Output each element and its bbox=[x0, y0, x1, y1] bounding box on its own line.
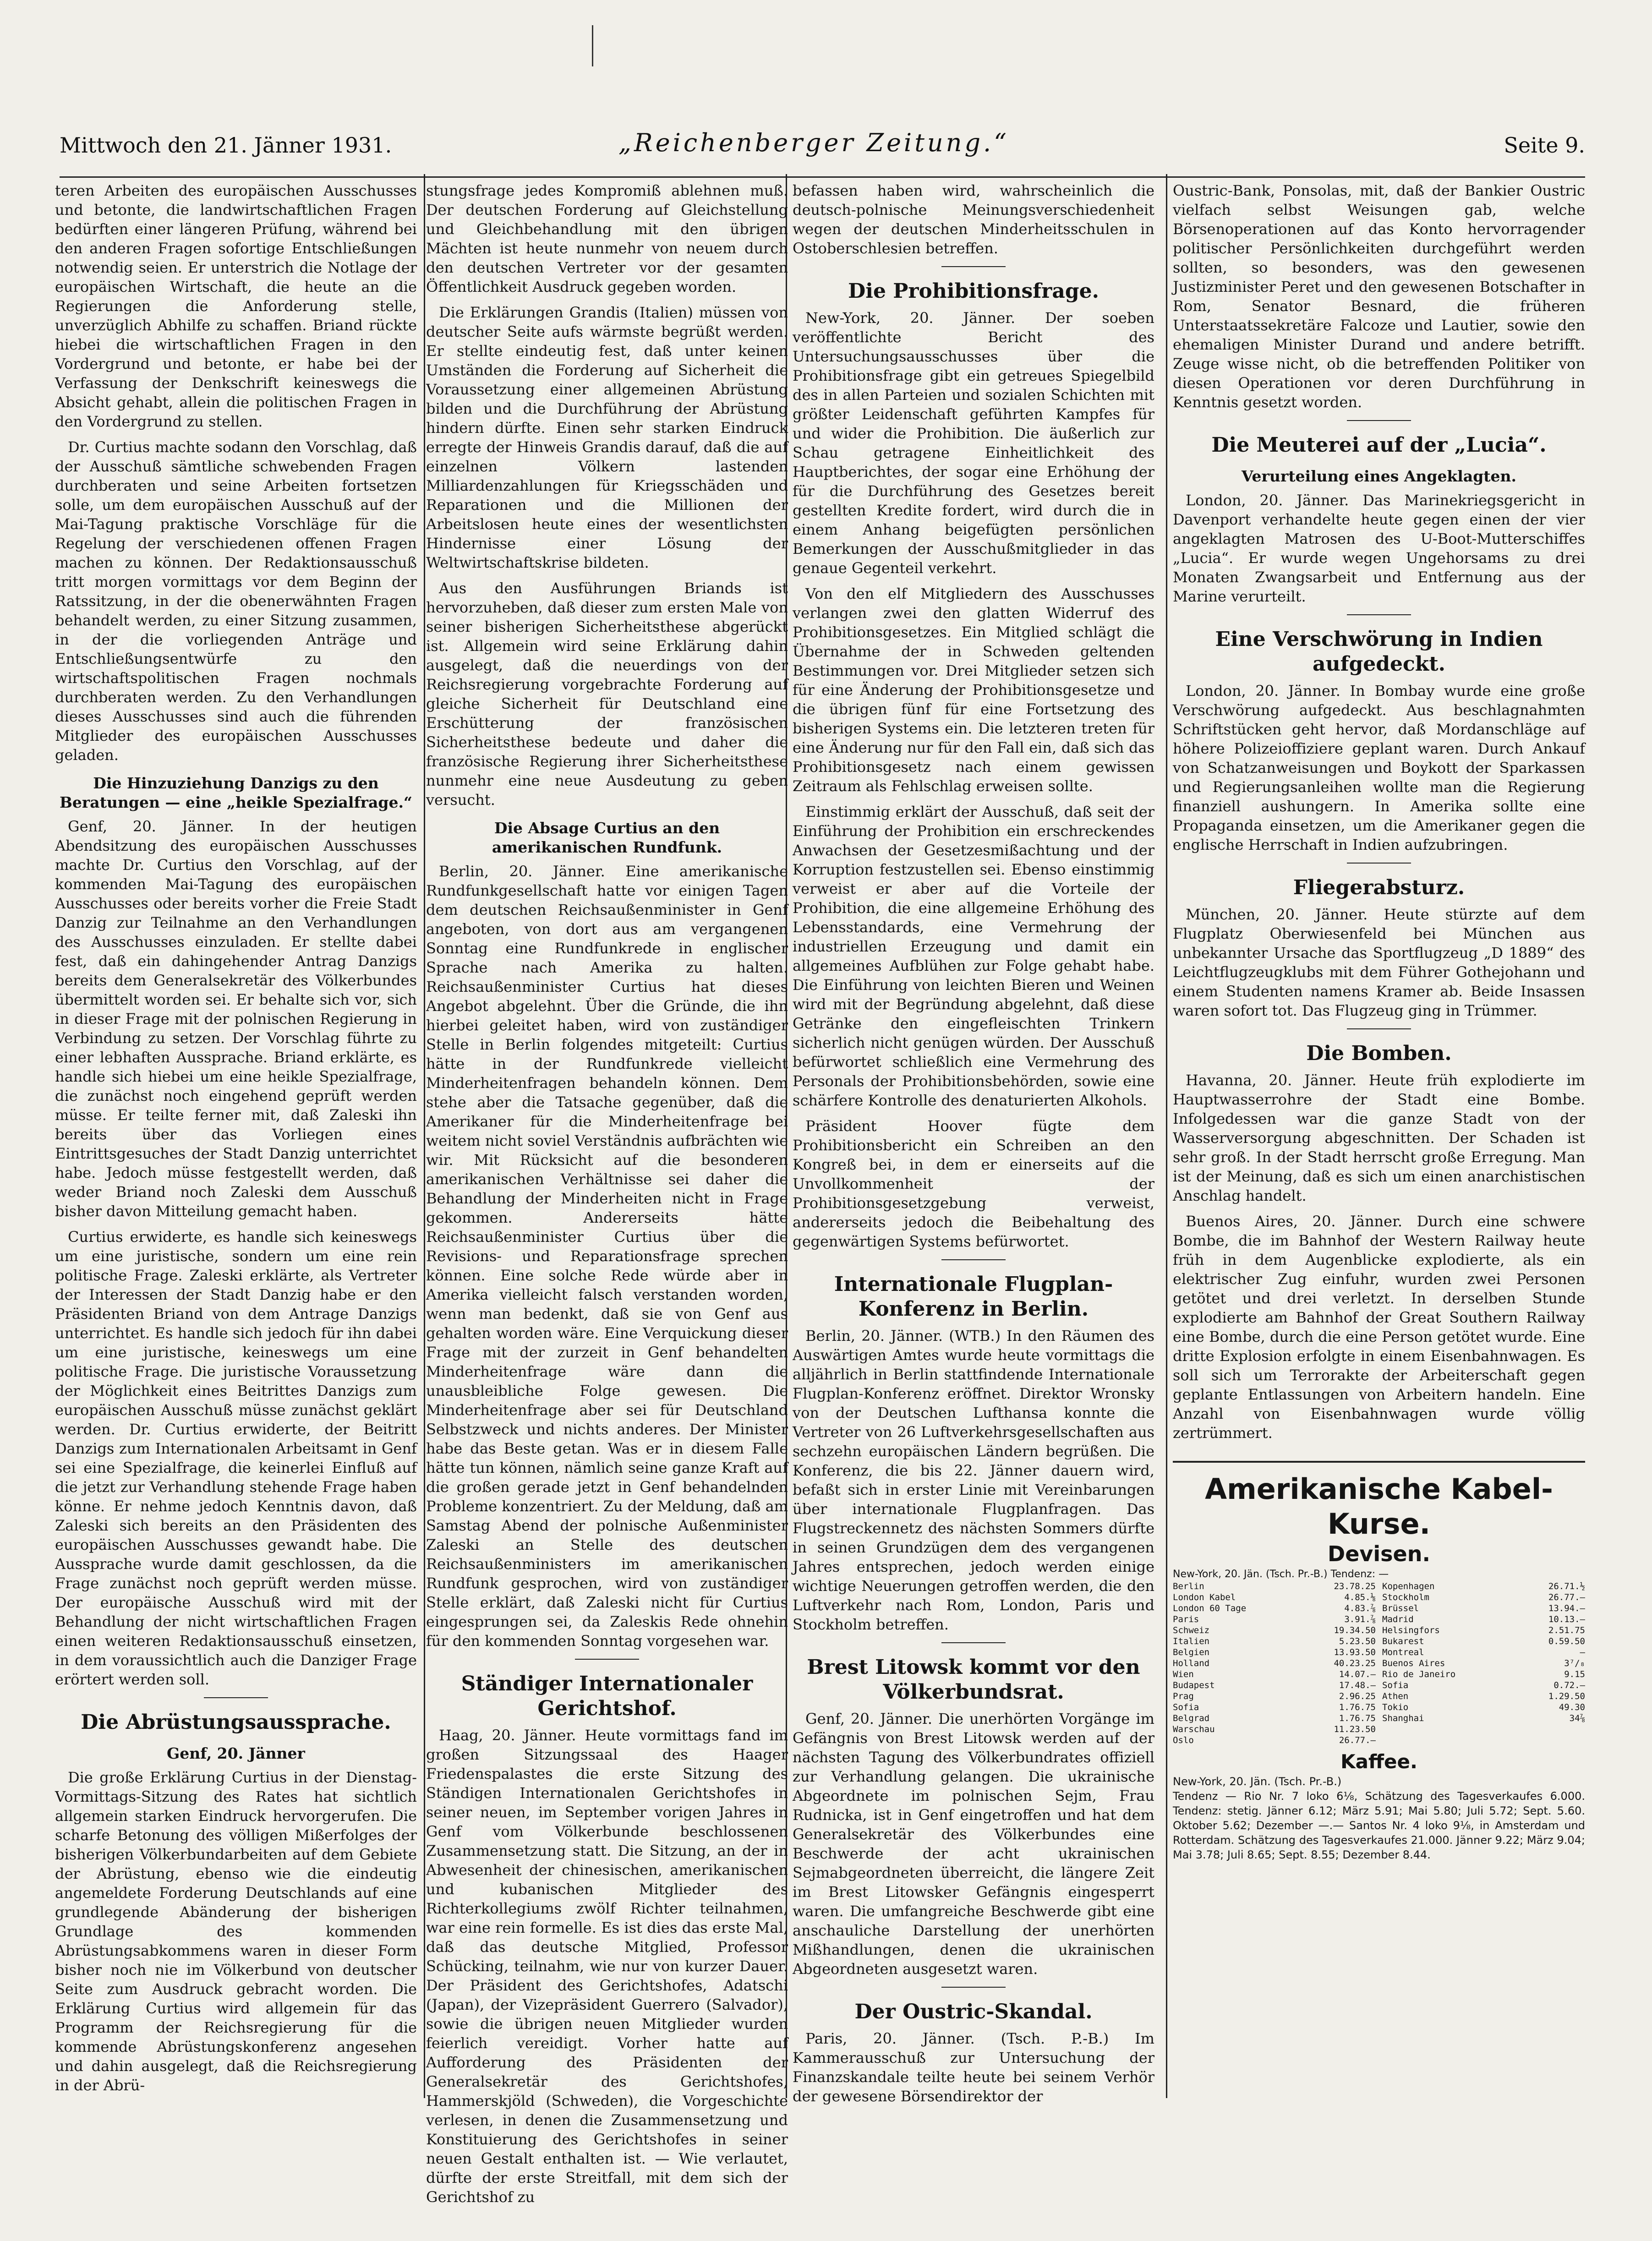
article-paragraph: Präsident Hoover fügte dem Prohibitionsbericht ein Schreiben an den Kongreß bei, in dem er einerseits auf die Unvollkommenheit der Prohibitionsgesetzgebung verweist, andererseits jedoch die Beibehaltung des gegenwärtigen Systems befürwortet. bbox=[793, 1117, 1154, 1250]
rate-city: Shanghai bbox=[1382, 1713, 1424, 1723]
rate-row bbox=[1173, 1702, 1376, 1713]
rate-city: Warschau bbox=[1173, 1724, 1215, 1734]
rate-row bbox=[1382, 1636, 1585, 1647]
rate-city: Madrid bbox=[1382, 1614, 1414, 1624]
divider bbox=[941, 1987, 1006, 1988]
rate-value: 9.15 bbox=[1564, 1669, 1585, 1679]
rate-row bbox=[1173, 1603, 1376, 1614]
rate-row bbox=[1173, 1680, 1376, 1691]
rate-row bbox=[1382, 1669, 1585, 1680]
column-1 bbox=[55, 181, 417, 2119]
rate-city: Stockholm bbox=[1382, 1592, 1429, 1602]
rate-row bbox=[1382, 1702, 1585, 1713]
page-number: Seite 9. bbox=[1504, 133, 1585, 158]
rates-header: New-York, 20. Jän. (Tsch. Pr.-B.) Tendenz: — bbox=[1173, 1569, 1389, 1580]
rate-row bbox=[1173, 1713, 1376, 1724]
rate-value: 19.34.50 bbox=[1334, 1625, 1376, 1635]
rate-row bbox=[1173, 1658, 1376, 1669]
rate-city: London 60 Tage bbox=[1173, 1603, 1247, 1613]
rate-value: 13.94.— bbox=[1548, 1603, 1585, 1613]
rate-row bbox=[1173, 1724, 1376, 1735]
rate-city: Bukarest bbox=[1382, 1636, 1424, 1646]
divider bbox=[1347, 1028, 1411, 1029]
column-3 bbox=[793, 181, 1154, 2119]
article-paragraph: Curtius erwiderte, es handle sich keineswegs um eine juristische, sondern um eine rein politische Frage. Zaleski erklärte, als Vertreter der Interessen der Stadt Danzig habe er den Präsidenten Briand von dem Antrage Danzigs unterrichtet. Es handle sich jedoch für ihn dabei um eine juristische, keineswegs um eine politische Frage. Die juristische Voraussetzung der Möglichkeit eines Beitrittes Danzigs zum europäischen Ausschuß müsse zunächst geklärt werden. Dr. Curtius erwiderte, der Beitritt Danzigs zum Internationalen Arbeitsamt in Genf sei eine Spezialfrage, die keinerlei Einfluß auf die jetzt zur Verhandlung stehende Frage haben könne. Er nehme jedoch Kenntnis davon, daß Zaleski sich bereits an den Präsidenten des europäischen Ausschusses gewandt habe. Die Aussprache wurde damit geschlossen, da die Frage zunächst noch geprüft werden müsse. Der europäische Ausschuß wird mit der Behandlung der nicht wirtschaftlichen Fragen einen weiteren Redaktionsausschuß einsetzen, in dem voraussichtlich auch die Danziger Frage erörtert werden soll. bbox=[55, 1228, 417, 1688]
article-paragraph: stungsfrage jedes Kompromiß ablehnen muß. Der deutschen Forderung auf Gleichstellung und Gleichbehandlung mit den übrigen Mächten ist heute nunmehr von neuem durch den deutschen Vertreter vor der gesamten Öffentlichkeit Ausdruck gegeben worden. bbox=[426, 182, 788, 295]
rate-row bbox=[1382, 1680, 1585, 1691]
header-rule bbox=[60, 176, 1585, 178]
article-headline: Brest Litowsk kommt vor den Völkerbundsrat. bbox=[807, 1656, 1140, 1704]
rate-value: 1.76.75 bbox=[1339, 1702, 1376, 1712]
divider bbox=[941, 266, 1006, 267]
kaffee-heading: Kaffee. bbox=[1340, 1750, 1417, 1773]
rate-city: Belgrad bbox=[1173, 1713, 1210, 1723]
rate-value: 26.71.½ bbox=[1548, 1581, 1585, 1591]
article-paragraph: Die große Erklärung Curtius in der Dienstag-Vormittags-Sitzung des Rates hat sichtlich allgemein starken Eindruck hervorgerufen. Die scharfe Betonung des völligen Mißerfolges der bisherigen Völkerbundarbeiten auf dem Gebiete der Abrüstung, ebenso wie die eindeutig angemeldete Forderung Deutschlands auf eine grundlegende Abänderung der bisherigen Grundlage des kommenden Abrüstungsabkommens waren in dieser Form bisher noch nie im Völkerbund von deutscher Seite zum Ausdruck gebracht worden. Die Erklärung Curtius wird allgemein für das Programm der Reichsregierung für die kommende Abrüstungskonferenz angesehen und dahin ausgelegt, daß die Reichsregierung in der Abrü- bbox=[55, 1769, 417, 2094]
rate-row bbox=[1173, 1647, 1376, 1658]
rate-city: Wien bbox=[1173, 1669, 1194, 1679]
rate-city: Tokio bbox=[1382, 1702, 1409, 1712]
rate-city: Helsingfors bbox=[1382, 1625, 1440, 1635]
article-paragraph: London, 20. Jänner. Das Marinekriegsgericht in Davenport verhandelte heute gegen einen der vier angeklagten Matrosen des U-Boot-Mutterschiffes „Lucia“. Er wurde wegen Ungehorsams zu drei Monaten Zwangsarbeit und Entfernung aus der Marine verurteilt. bbox=[1173, 492, 1585, 605]
article-paragraph: Genf, 20. Jänner. In der heutigen Abendsitzung des europäischen Ausschusses machte Dr. Curtius den Vorschlag, auf der kommenden Mai-Tagung des europäischen Ausschusses oder bereits vorher die Freie Stadt Danzig zur Teilnahme an den Verhandlungen des Ausschusses einzuladen. Er stellte dabei fest, daß ein dahingehender Antrag Danzigs bereits dem Generalsekretär des Völkerbundes übermittelt worden sei. Er behalte sich vor, sich in dieser Frage mit der polnischen Regierung in Verbindung zu setzen. Der Vorschlag führte zu einer lebhaften Aussprache. Briand erklärte, es handle sich hiebei um eine heikle Spezialfrage, die zunächst noch eingehend geprüft werden müsse. Er teilte ferner mit, daß Zaleski ihn bereits über das Vorliegen eines Eintrittsgesuches der Stadt Danzig unterrichtet habe. Jedoch müsse festgestellt werden, daß weder Briand noch Zaleski dem Ausschuß bisher davon Mitteilung gemacht haben. bbox=[55, 818, 417, 1220]
article-paragraph: Buenos Aires, 20. Jänner. Durch eine schwere Bombe, die im Bahnhof der Western Railway heute früh in dem Augenblicke explodierte, als ein elektrischer Zug einfuhr, wurden zwei Personen getötet und drei verletzt. In derselben Stunde explodierte am Bahnhof der Great Southern Railway eine Bombe, durch die eine Person getötet wurde. Eine dritte Explosion erfolgte in einem Eisenbahnwagen. Es soll sich um Terrorakte der Arbeiterschaft gegen geplante Entlassungen von Arbeitern handeln. Eine Anzahl von Eisenbahnwagen wurde völlig zertrümmert. bbox=[1173, 1213, 1585, 1442]
rate-row bbox=[1382, 1603, 1585, 1614]
rate-row bbox=[1382, 1592, 1585, 1603]
rates-column-right bbox=[1382, 1581, 1585, 1746]
article-headline: Die Bomben. bbox=[1306, 1042, 1452, 1065]
rate-value: 5.23.50 bbox=[1339, 1636, 1376, 1646]
article-headline: Die Meuterei auf der „Lucia“. bbox=[1211, 433, 1547, 457]
rate-city: Rio de Janeiro bbox=[1382, 1669, 1456, 1679]
exchange-rates-box bbox=[1173, 1461, 1585, 1862]
rate-city: Holland bbox=[1173, 1658, 1210, 1668]
article-paragraph: Oustric-Bank, Ponsolas, mit, daß der Bankier Oustric vielfach selbst Weisungen gab, welche Börsenoperationen auf das Konto hervorragender politischer Persönlichkeiten durchgeführt werden sollten, so besonders, was den gewesenen Justizminister Peret und den gewesenen Botschafter in Rom, Senator Besnard, die früheren Unterstaatssekretäre Falcoze und Lautier, sowie den ehemaligen Minister Durand und andere betrifft. Zeuge wisse nicht, ob die betreffenden Politiker von diesen Operationen vor deren Durchführung in Kenntnis gesetzt worden. bbox=[1173, 182, 1585, 411]
rates-column-left bbox=[1173, 1581, 1376, 1746]
rate-value: 3⁷/₈ bbox=[1564, 1658, 1585, 1668]
rate-value: 2.96.25 bbox=[1339, 1691, 1376, 1701]
article-paragraph: Aus den Ausführungen Briands ist hervorzuheben, daß dieser zum ersten Male von seiner bisherigen Sicherheitsthese abgerückt ist. Allgemein wird seine Erklärung dahin ausgelegt, daß die neuerdings von der Reichsregierung vorgebrachte Forderung auf gleiche Sicherheit für Deutschland eine Erschütterung der französischen Sicherheitsthese bedeute und daher die französische Regierung ihrer Sicherheitsthese nunmehr eine neue Ausdeutung zu geben versucht. bbox=[426, 579, 788, 809]
rate-value: 11.23.50 bbox=[1334, 1724, 1376, 1734]
rate-value: 0.59.50 bbox=[1548, 1636, 1585, 1646]
rate-city: Oslo bbox=[1173, 1735, 1194, 1745]
rate-city: Paris bbox=[1173, 1614, 1199, 1624]
rate-city: Kopenhagen bbox=[1382, 1581, 1435, 1591]
divider bbox=[575, 1659, 639, 1660]
divider bbox=[1347, 420, 1411, 421]
rate-city: Sofia bbox=[1173, 1702, 1199, 1712]
rate-city: London Kabel bbox=[1173, 1592, 1236, 1602]
rate-city: Montreal bbox=[1382, 1647, 1424, 1657]
rate-city: Buenos Aires bbox=[1382, 1658, 1445, 1668]
rate-value: 3.91.⅞ bbox=[1344, 1614, 1376, 1624]
rate-row bbox=[1173, 1581, 1376, 1592]
kaffee-text: Tendenz — Rio Nr. 7 loko 6⅛, Schätzung des Tagesverkaufes 6.000. Tendenz: stetig. Jänner 6.12; März 5.91; Mai 5.80; Juli 5.72; Sept. 5.60. Oktober 5.62; Dezember —.— Santos Nr. 4 loko 9⅛, in Amsterdam und Rotterdam. Schätzung des Tagesverkaufes 21.000. Jänner 9.22; März 9.04; Mai 3.78; Juli 8.65; Sept. 8.55; Dezember 8.44. bbox=[1173, 1790, 1585, 1861]
rate-row bbox=[1382, 1691, 1585, 1702]
rate-value: 1.29.50 bbox=[1548, 1691, 1585, 1701]
article-subheadline: Die Absage Curtius an den amerikanischen Rundfunk. bbox=[492, 819, 722, 856]
divider bbox=[1347, 863, 1411, 864]
page-header bbox=[60, 124, 1585, 169]
article-paragraph: Haag, 20. Jänner. Heute vormittags fand im großen Sitzungssaal des Haager Friedenspalastes die erste Sitzung des Ständigen Internationalen Gerichtshofes in seiner neuen, im September vorigen Jahres in Genf vom Völkerbunde beschlossenen Zusammensetzung statt. Die Sitzung, an der in Abwesenheit der chinesischen, amerikanischen und kubanischen Mitglieder des Richterkollegiums zwölf Richter teilnahmen, war eine rein formelle. Es ist dies das erste Mal, daß das deutsche Mitglied, Professor Schücking, teilnahm, wie nur von kurzer Dauer. Der Präsident des Gerichtshofes, Adatschi (Japan), der Vizepräsident Guerrero (Salvador), sowie die übrigen neuen Mitglieder wurden feierlich vereidigt. Vorher hatte auf Aufforderung des Präsidenten der Generalsekretär des Gerichtshofes, Hammerskjöld (Schweden), die Vorgeschichte verlesen, in denen die Zusammensetzung und Konstituierung des Gerichtshofes in seiner neuen Gestalt enthalten ist. — Wie verlautet, dürfte der erste Streitfall, mit dem sich der Gerichtshof zu bbox=[426, 1727, 788, 2206]
column-2 bbox=[426, 181, 788, 2206]
article-paragraph: teren Arbeiten des europäischen Ausschusses und betonte, die landwirtschaftlichen Fragen bedürften einer längeren Prüfung, während bei den anderen Fragen sofortige Entschließungen notwendig seien. Er unterstrich die Notlage der europäischen Wirtschaft, die heute an die Regierungen die Anforderung stelle, unverzüglich Abhilfe zu schaffen. Briand rückte hiebei die wirtschaftlichen Fragen in den Vordergrund und betonte, er habe bei der Verfassung der Denkschrift keineswegs die Absicht gehabt, allein die politischen Fragen in den Vordergrund zu stellen. bbox=[55, 182, 417, 430]
rate-value: 49.30 bbox=[1559, 1702, 1585, 1712]
rate-city: Athen bbox=[1382, 1691, 1409, 1701]
rate-row bbox=[1173, 1735, 1376, 1746]
rate-row bbox=[1382, 1658, 1585, 1669]
rate-city: Budapest bbox=[1173, 1680, 1215, 1690]
column-rule bbox=[424, 174, 425, 2098]
rate-row bbox=[1173, 1669, 1376, 1680]
column-4 bbox=[1173, 181, 1585, 2119]
rate-row bbox=[1173, 1636, 1376, 1647]
divider bbox=[941, 1259, 1006, 1260]
article-paragraph: Havanna, 20. Jänner. Heute früh explodierte im Hauptwasserrohre der Stadt eine Bombe. Infolgedessen war die ganze Stadt von der Wasserversorgung abgeschnitten. Der Schaden ist sehr groß. In der Stadt herrscht große Erregung. Man ist der Meinung, daß es sich um einen anarchistischen Anschlag handelt. bbox=[1173, 1071, 1585, 1204]
article-paragraph: London, 20. Jänner. In Bombay wurde eine große Verschwörung aufgedeckt. Aus beschlagnahmten Schriftstücken geht hervor, daß Mordanschläge auf höhere Polizeioffiziere geplant waren. Durch Ankauf von Schatzanweisungen und Boykott der Sparkassen und Regierungsanleihen wollte man die Regierung finanziell aushungern. In Amerika sollte eine Propaganda einsetzen, um die Amerikaner gegen die englische Herrschaft in Indien aufzubringen. bbox=[1173, 682, 1585, 853]
rate-value: 40.23.25 bbox=[1334, 1658, 1376, 1668]
rate-city: Brüssel bbox=[1382, 1603, 1419, 1613]
article-headline: Fliegerabsturz. bbox=[1293, 876, 1465, 899]
rate-value: 34⅞ bbox=[1569, 1713, 1585, 1723]
article-paragraph: Von den elf Mitgliedern des Ausschusses verlangen zwei den glatten Widerruf des Prohibitionsgesetzes. Ein Mitglied schlägt die Übernahme der in Schweden geltenden Bestimmungen vor. Drei Mitglieder setzen sich für eine Änderung der Prohibitionsgesetze und die übrigen fünf für eine Fortsetzung des bisherigen Systems ein. Die letzteren treten für eine Änderung nur für den Fall ein, daß sich das Prohibitionsgesetz nach einem gewissen Zeitraum als Fehlschlag erweisen sollte. bbox=[793, 585, 1154, 795]
rate-value: 4.85.⅛ bbox=[1344, 1592, 1376, 1602]
column-rule bbox=[1166, 174, 1167, 2098]
newspaper-title: „Reichenberger Zeitung.“ bbox=[618, 128, 1009, 157]
rate-value: 26.77.— bbox=[1339, 1735, 1376, 1745]
rate-value: 13.93.50 bbox=[1334, 1647, 1376, 1657]
divider bbox=[941, 1642, 1006, 1643]
article-paragraph: Einstimmig erklärt der Ausschuß, daß seit der Einführung der Prohibition ein erschreckendes Anwachsen der Gesetzesmißachtung und der Korruption festzustellen sei. Ebenso einstimmig verweist er aber auf die Vorteile der Prohibition, die eine allgemeine Erhöhung des Lebensstandards, eine Vermehrung der industriellen Erzeugung und damit ein allgemeines Aufblühen zur Folge gehabt habe. Die Einführung von leichten Bieren und Weinen wird mit der Begründung abgelehnt, daß diese Getränke den eingefleischten Trinkern sicherlich nicht genügen würden. Der Ausschuß befürwortet schließlich eine Vermehrung des Personals der Prohibitionsbehörden, sowie eine schärfere Kontrolle des denaturierten Alkohols. bbox=[793, 803, 1154, 1109]
rate-city: Prag bbox=[1173, 1691, 1194, 1701]
rate-city: Berlin bbox=[1173, 1581, 1204, 1591]
rate-row bbox=[1382, 1647, 1585, 1658]
rate-value: 23.78.25 bbox=[1334, 1581, 1376, 1591]
article-headline: Internationale Flugplan-Konferenz in Berlin. bbox=[834, 1273, 1113, 1321]
article-paragraph: New-York, 20. Jänner. Der soeben veröffentlichte Bericht des Untersuchungsausschusses über die Prohibitionsfrage gibt ein getreues Spiegelbild des in allen Parteien und sozialen Schichten mit größter Leidenschaft geführten Kampfes für und wider die Prohibition. Die äußerlich zur Schau getragene Einheitlichkeit des Hauptberichtes, der sogar eine Erhöhung der für die Durchführung des Gesetzes bereit gestellten Kredite fordert, wird durch die in einem Anhang beigefügten persönlichen Bemerkungen der Ausschußmitglieder in das genaue Gegenteil verkehrt. bbox=[793, 309, 1154, 577]
rate-value: 0.72.— bbox=[1554, 1680, 1585, 1690]
article-paragraph: Berlin, 20. Jänner. (WTB.) In den Räumen des Auswärtigen Amtes wurde heute vormittags die alljährlich in Berlin stattfindende Internationale Flugplan-Konferenz eröffnet. Direktor Wronsky von der Deutschen Lufthansa konnte die Vertreter von 26 Luftverkehrsgesellschaften aus sechzehn europäischen Ländern begrüßen. Die Konferenz, die bis 22. Jänner dauern wird, befaßt sich in erster Linie mit Vereinbarungen über internationale Flugplanfragen. Das Flugstreckennetz des nächsten Sommers dürfte in seinen Grundzügen dem des vergangenen Jahres entsprechen, jedoch werden einige wichtige Neuerungen getroffen werden, die den Luftverkehr nach Rom, London, Paris und Stockholm betreffen. bbox=[793, 1327, 1154, 1633]
article-headline: Die Abrüstungsaussprache. bbox=[81, 1711, 391, 1734]
rate-value: 2.51.75 bbox=[1548, 1625, 1585, 1635]
divider bbox=[204, 1697, 268, 1698]
rate-value: 14.07.— bbox=[1339, 1669, 1376, 1679]
kaffee-header: New-York, 20. Jän. (Tsch. Pr.-B.) bbox=[1173, 1775, 1342, 1788]
rate-city: Belgien bbox=[1173, 1647, 1210, 1657]
rate-row bbox=[1173, 1691, 1376, 1702]
rate-value: — bbox=[1580, 1647, 1585, 1657]
article-paragraph: Berlin, 20. Jänner. Eine amerikanische Rundfunkgesellschaft hatte vor einigen Tagen dem deutschen Reichsaußenminister in Genf angeboten, von dort aus am vergangenen Sonntag eine Rundfunkrede in englischer Sprache nach Amerika zu halten. Reichsaußenminister Curtius hat dieses Angebot abgelehnt. Über die Gründe, die ihn hierbei geleitet haben, wird von zuständiger Stelle in Berlin folgendes mitgeteilt: Curtius hätte in der Rundfunkrede vielleicht Minderheitenfragen behandeln können. Dem stehe aber die Tatsache gegenüber, daß die Amerikaner für die Minderheitenfrage bei weitem nicht soviel Verständnis aufbrächten wie wir. Mit Rücksicht auf die besonderen amerikanischen Verhältnisse sei daher die Behandlung der Minderheiten nicht in Frage gekommen. Andererseits hätte Reichsaußenminister Curtius über die Revisions- und Reparationsfrage sprechen können. Eine solche Rede würde aber in Amerika vielleicht falsch verstanden worden, wenn man bedenkt, daß sie von Genf aus gehalten worden wäre. Eine Verquickung dieser Frage mit der zurzeit in Genf behandelten Minderheitenfrage wäre dann die unausbleibliche Folge gewesen. Die Minderheitenfrage aber sei für Deutschland Selbstzweck und nichts anderes. Der Minister habe das Beste getan. Was er in diesem Falle hätte tun können, nämlich seine ganze Kraft auf die großen gerade jetzt in Genf behandelnden Probleme konzentriert. Zu der Meldung, daß am Samstag Abend der polnische Außenminister Zaleski an Stelle des deutschen Reichsaußenministers im amerikanischen Rundfunk gesprochen, wird von zuständiger Stelle erklärt, daß Zaleski nicht für Curtius eingesprungen sei, da Zaleskis Rede ohnehin für den kommenden Sonntag vorgesehen war. bbox=[426, 863, 788, 1650]
exchange-rates-title: Amerikanische Kabel-Kurse. bbox=[1205, 1472, 1553, 1541]
rate-row bbox=[1173, 1625, 1376, 1636]
article-headline: Eine Verschwörung in Indien aufgedeckt. bbox=[1215, 628, 1543, 676]
rate-city: Schweiz bbox=[1173, 1625, 1210, 1635]
binding-mark bbox=[592, 25, 593, 66]
rate-row bbox=[1382, 1581, 1585, 1592]
rate-value: 17.48.— bbox=[1339, 1680, 1376, 1690]
article-paragraph: München, 20. Jänner. Heute stürzte auf dem Flugplatz Oberwiesenfeld bei München aus unbekannter Ursache das Sportflugzeug „D 1889“ des Leichtflugzeugklubs mit dem Führer Gothejohann und einem Studenten namens Kramer ab. Beide Insassen waren sofort tot. Das Flugzeug ging in Trümmer. bbox=[1173, 906, 1585, 1019]
article-paragraph: Genf, 20. Jänner. Die unerhörten Vorgänge im Gefängnis von Brest Litowsk werden auf der nächsten Tagung des Völkerbundrates offiziell zur Verhandlung gelangen. Die ukrainische Abgeordnete im polnischen Sejm, Frau Rudnicka, ist in Genf eingetroffen und hat dem Generalsekretär des Völkerbundes eine Beschwerde der acht ukrainischen Sejmabgeordneten überreicht, die längere Zeit im Brest Litowsker Gefängnis eingesperrt waren. Die umfangreiche Beschwerde gibt eine anschauliche Darstellung der unerhörten Mißhandlungen, denen die ukrainischen Abgeordneten ausgesetzt waren. bbox=[793, 1710, 1154, 1978]
article-headline: Ständiger Internationaler Gerichtshof. bbox=[461, 1672, 753, 1720]
article-subheadline: Die Hinzuziehung Danzigs zu den Beratungen — eine „heikle Spezialfrage.“ bbox=[60, 774, 412, 811]
article-paragraph: befassen haben wird, wahrscheinlich die deutsch-polnische Meinungsverschiedenheit wegen der deutschen Minderheitsschulen in Ostoberschlesien betreffen. bbox=[793, 182, 1154, 257]
header-date: Mittwoch den 21. Jänner 1931. bbox=[60, 133, 392, 158]
rate-city: Italien bbox=[1173, 1636, 1210, 1646]
divider bbox=[1347, 614, 1411, 615]
rate-row bbox=[1173, 1614, 1376, 1625]
rates-table bbox=[1173, 1581, 1585, 1746]
article-dateline: Genf, 20. Jänner bbox=[167, 1744, 305, 1762]
rate-city: Sofia bbox=[1382, 1680, 1409, 1690]
rate-value: 26.77.— bbox=[1548, 1592, 1585, 1602]
article-subheadline: Verurteilung eines Angeklagten. bbox=[1241, 467, 1517, 485]
rate-value: 10.13.— bbox=[1548, 1614, 1585, 1624]
rate-value: 1.76.75 bbox=[1339, 1713, 1376, 1723]
rate-row bbox=[1382, 1625, 1585, 1636]
article-paragraph: Dr. Curtius machte sodann den Vorschlag, daß der Ausschuß sämtliche schwebenden Fragen durchberaten und seine Arbeiten fortsetzen solle, um dem europäischen Ausschuß auf der Mai-Tagung praktische Vorschläge für die Regelung der verschiedenen offenen Fragen machen zu können. Der Redaktionsausschuß tritt morgen vormittags vor dem Beginn der Ratssitzung, in der die obenerwähnten Fragen behandelt werden, zu einer Sitzung zusammen, in der die vorliegenden Anträge und Entschließungsentwürfe zu den wirtschaftspolitischen Fragen nochmals durchberaten werden. Zu den Verhandlungen dieses Ausschusses sind auch die führenden Mitglieder des europäischen Ausschusses geladen. bbox=[55, 438, 417, 764]
article-paragraph: Paris, 20. Jänner. (Tsch. P.-B.) Im Kammerausschuß zur Untersuchung der Finanzskandale teilte heute bei seinem Verhör der gewesene Börsendirektor der bbox=[793, 2030, 1154, 2105]
article-headline: Der Oustric-Skandal. bbox=[854, 2000, 1093, 2023]
rate-row bbox=[1173, 1592, 1376, 1603]
devisen-heading: Devisen. bbox=[1328, 1541, 1430, 1566]
rate-row bbox=[1382, 1614, 1585, 1625]
article-headline: Die Prohibitionsfrage. bbox=[848, 279, 1099, 303]
rate-value: 4.83.⅞ bbox=[1344, 1603, 1376, 1613]
article-paragraph: Die Erklärungen Grandis (Italien) müssen von deutscher Seite aufs wärmste begrüßt werden. Er stellte eindeutig fest, daß unter keinen Umständen die Forderung auf Sicherheit die Voraussetzung einer allgemeinen Abrüstung bilden und die Durchführung der Abrüstung hindern dürfte. Einen sehr starken Eindruck erregte der Hinweis Grandis darauf, daß die auf einzelnen Völkern lastenden Milliardenzahlungen für Kriegsschäden und Reparationen und die Millionen der Arbeitslosen heute eines der wesentlichsten Hindernisse einer Lösung der Weltwirtschaftskrise bildeten. bbox=[426, 304, 788, 571]
rate-row bbox=[1382, 1713, 1585, 1724]
